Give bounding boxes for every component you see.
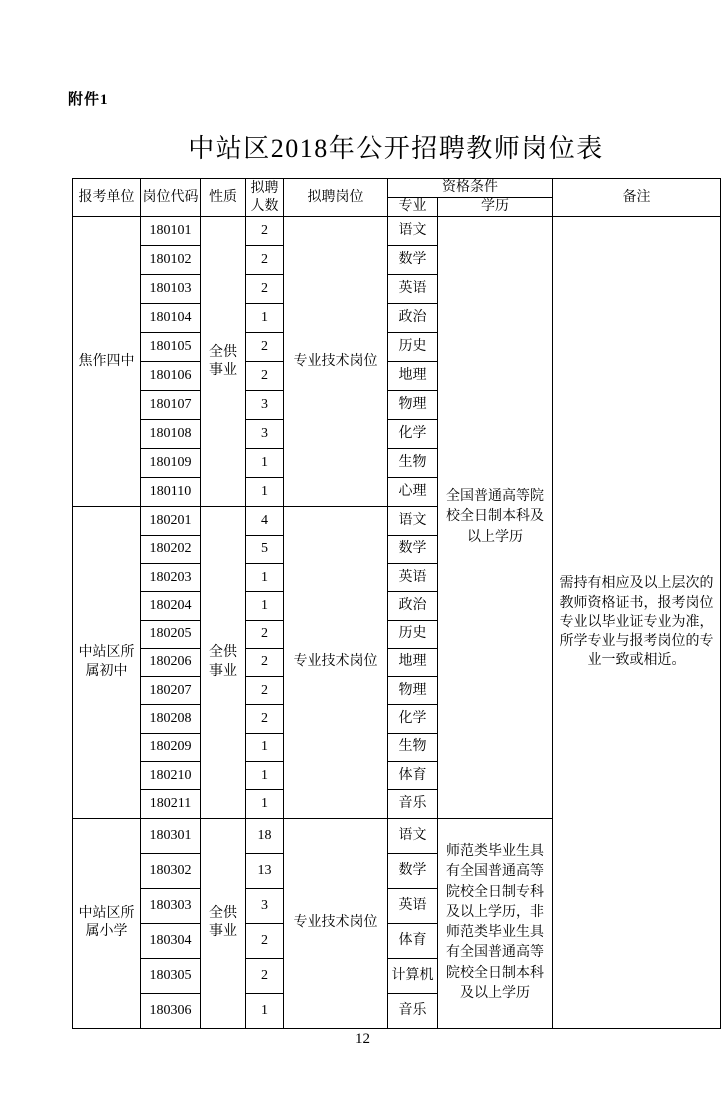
- code-cell: 180305: [141, 958, 201, 993]
- major-cell: 音乐: [388, 993, 438, 1028]
- count-cell: 1: [246, 478, 284, 507]
- major-cell: 语文: [388, 507, 438, 535]
- major-cell: 英语: [388, 888, 438, 923]
- count-cell: 18: [246, 818, 284, 853]
- header-education: 学历: [438, 198, 553, 217]
- code-cell: 180204: [141, 592, 201, 620]
- code-cell: 180206: [141, 648, 201, 676]
- header-qualification: 资格条件: [388, 179, 553, 198]
- count-cell: 3: [246, 420, 284, 449]
- count-cell: 2: [246, 217, 284, 246]
- major-cell: 数学: [388, 535, 438, 563]
- code-cell: 180203: [141, 563, 201, 591]
- major-cell: 生物: [388, 449, 438, 478]
- nature-cell: 全供事业: [201, 818, 246, 1028]
- major-cell: 体育: [388, 923, 438, 958]
- header-unit: 报考单位: [73, 179, 141, 217]
- unit-cell: 中站区所属小学: [73, 818, 141, 1028]
- count-cell: 2: [246, 275, 284, 304]
- major-cell: 化学: [388, 705, 438, 733]
- count-cell: 1: [246, 449, 284, 478]
- header-major: 专业: [388, 198, 438, 217]
- nature-cell: 全供事业: [201, 217, 246, 507]
- code-cell: 180211: [141, 790, 201, 818]
- major-cell: 数学: [388, 853, 438, 888]
- count-cell: 2: [246, 620, 284, 648]
- count-cell: 1: [246, 592, 284, 620]
- count-cell: 13: [246, 853, 284, 888]
- header-code: 岗位代码: [141, 179, 201, 217]
- nature-cell: 全供事业: [201, 507, 246, 818]
- table-row: [73, 217, 721, 246]
- code-cell: 180302: [141, 853, 201, 888]
- count-cell: 2: [246, 362, 284, 391]
- code-cell: 180202: [141, 535, 201, 563]
- count-cell: 2: [246, 705, 284, 733]
- code-cell: 180108: [141, 420, 201, 449]
- header-headcount: 拟聘人数: [246, 179, 284, 217]
- major-cell: 地理: [388, 648, 438, 676]
- code-cell: 180106: [141, 362, 201, 391]
- count-cell: 4: [246, 507, 284, 535]
- major-cell: 生物: [388, 733, 438, 761]
- code-cell: 180103: [141, 275, 201, 304]
- code-cell: 180102: [141, 246, 201, 275]
- code-cell: 180207: [141, 677, 201, 705]
- major-cell: 历史: [388, 333, 438, 362]
- table-header: [73, 179, 721, 217]
- code-cell: 180209: [141, 733, 201, 761]
- code-cell: 180210: [141, 762, 201, 790]
- major-cell: 化学: [388, 420, 438, 449]
- position-cell: 专业技术岗位: [284, 507, 388, 818]
- position-cell: 专业技术岗位: [284, 217, 388, 507]
- count-cell: 2: [246, 648, 284, 676]
- major-cell: 计算机: [388, 958, 438, 993]
- count-cell: 2: [246, 958, 284, 993]
- count-cell: 1: [246, 790, 284, 818]
- count-cell: 1: [246, 563, 284, 591]
- major-cell: 物理: [388, 391, 438, 420]
- major-cell: 地理: [388, 362, 438, 391]
- major-cell: 英语: [388, 563, 438, 591]
- header-remark: 备注: [553, 179, 721, 217]
- major-cell: 心理: [388, 478, 438, 507]
- education-cell: 师范类毕业生具有全国普通高等院校全日制专科及以上学历，非师范类毕业生具有全国普通高等院校全日制本科及以上学历: [438, 818, 553, 1028]
- code-cell: 180101: [141, 217, 201, 246]
- count-cell: 3: [246, 888, 284, 923]
- code-cell: 180301: [141, 818, 201, 853]
- code-cell: 180110: [141, 478, 201, 507]
- major-cell: 英语: [388, 275, 438, 304]
- count-cell: 2: [246, 333, 284, 362]
- code-cell: 180303: [141, 888, 201, 923]
- header-position: 拟聘岗位: [284, 179, 388, 217]
- page-number: 12: [355, 1031, 370, 1047]
- major-cell: 历史: [388, 620, 438, 648]
- major-cell: 政治: [388, 304, 438, 333]
- page-title: 中站区2018年公开招聘教师岗位表: [188, 134, 604, 163]
- positions-table: [72, 178, 721, 1029]
- major-cell: 数学: [388, 246, 438, 275]
- count-cell: 1: [246, 762, 284, 790]
- code-cell: 180104: [141, 304, 201, 333]
- major-cell: 语文: [388, 217, 438, 246]
- major-cell: 体育: [388, 762, 438, 790]
- count-cell: 5: [246, 535, 284, 563]
- count-cell: 3: [246, 391, 284, 420]
- position-cell: 专业技术岗位: [284, 818, 388, 1028]
- count-cell: 2: [246, 677, 284, 705]
- count-cell: 1: [246, 993, 284, 1028]
- major-cell: 物理: [388, 677, 438, 705]
- code-cell: 180306: [141, 993, 201, 1028]
- count-cell: 2: [246, 923, 284, 958]
- major-cell: 音乐: [388, 790, 438, 818]
- code-cell: 180107: [141, 391, 201, 420]
- code-cell: 180105: [141, 333, 201, 362]
- major-cell: 政治: [388, 592, 438, 620]
- unit-cell: 焦作四中: [73, 217, 141, 507]
- code-cell: 180208: [141, 705, 201, 733]
- count-cell: 1: [246, 304, 284, 333]
- education-cell: 全国普通高等院校全日制本科及以上学历: [438, 217, 553, 818]
- attachment-label: 附件1: [68, 92, 109, 108]
- major-cell: 语文: [388, 818, 438, 853]
- code-cell: 180109: [141, 449, 201, 478]
- header-nature: 性质: [201, 179, 246, 217]
- remark-cell: 需持有相应及以上层次的教师资格证书，报考岗位专业以毕业证专业为准，所学专业与报考岗位的专业一致或相近。: [553, 217, 721, 1028]
- count-cell: 1: [246, 733, 284, 761]
- code-cell: 180205: [141, 620, 201, 648]
- table-body: [73, 217, 721, 1028]
- code-cell: 180304: [141, 923, 201, 958]
- unit-cell: 中站区所属初中: [73, 507, 141, 818]
- code-cell: 180201: [141, 507, 201, 535]
- count-cell: 2: [246, 246, 284, 275]
